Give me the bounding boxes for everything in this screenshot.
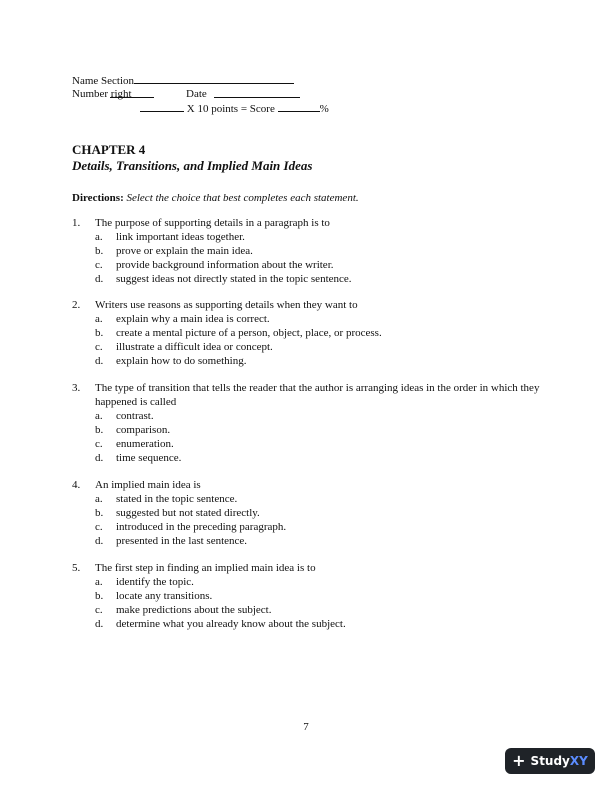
question-number: 4. xyxy=(72,479,81,491)
option-text: provide background information about the writer. xyxy=(116,259,334,271)
option-c[interactable] xyxy=(72,258,542,272)
question-stem-row xyxy=(72,381,542,409)
option-text: explain why a main idea is correct. xyxy=(116,313,270,325)
option-d[interactable] xyxy=(72,272,542,286)
option-letter: a. xyxy=(95,576,103,588)
option-text: suggest ideas not directly stated in the topic sentence. xyxy=(116,273,352,285)
score-line xyxy=(72,101,329,115)
points-blank[interactable] xyxy=(140,101,184,112)
option-letter: a. xyxy=(95,493,103,505)
question-1 xyxy=(72,216,542,286)
plus-icon: + xyxy=(512,751,526,770)
brand-xy: XY xyxy=(569,754,588,768)
chapter-title: Details, Transitions, and Implied Main Ideas xyxy=(72,158,313,173)
option-d[interactable] xyxy=(72,354,542,368)
points-label: X 10 points = Score xyxy=(186,103,275,115)
option-text: prove or explain the main idea. xyxy=(116,245,253,257)
option-b[interactable] xyxy=(72,423,542,437)
question-2 xyxy=(72,298,542,368)
date-blank[interactable] xyxy=(214,87,300,98)
brand-name xyxy=(531,754,588,768)
question-4 xyxy=(72,478,542,548)
date-label: Date xyxy=(186,88,207,100)
question-number: 2. xyxy=(72,299,81,311)
option-letter: b. xyxy=(95,327,104,339)
name-section-blank[interactable] xyxy=(134,73,294,84)
option-text: presented in the last sentence. xyxy=(116,535,248,547)
option-letter: b. xyxy=(95,424,104,436)
option-letter: d. xyxy=(95,618,104,630)
number-right-label: Number right xyxy=(72,88,132,100)
option-letter: c. xyxy=(95,604,103,616)
option-b[interactable] xyxy=(72,244,542,258)
name-section-label: Name Section xyxy=(72,75,135,87)
option-a[interactable] xyxy=(72,312,542,326)
question-number: 3. xyxy=(72,382,81,394)
directions-label: Directions: xyxy=(72,192,124,204)
option-c[interactable] xyxy=(72,340,542,354)
option-letter: c. xyxy=(95,341,103,353)
number-right-line xyxy=(72,87,329,101)
option-b[interactable] xyxy=(72,326,542,340)
directions-text: Select the choice that best completes each statement. xyxy=(126,192,359,204)
brand-study: Study xyxy=(530,754,570,768)
option-text: locate any transitions. xyxy=(116,590,213,602)
option-letter: a. xyxy=(95,231,103,243)
option-c[interactable] xyxy=(72,520,542,534)
option-b[interactable] xyxy=(72,589,542,603)
option-d[interactable] xyxy=(72,451,542,465)
number-right-blank[interactable] xyxy=(110,87,154,98)
question-stem: The type of transition that tells the reader that the author is arranging ideas in the order in which they happened is called xyxy=(95,382,540,408)
chapter-number: CHAPTER 4 xyxy=(72,142,146,157)
option-c[interactable] xyxy=(72,437,542,451)
option-letter: d. xyxy=(95,273,104,285)
option-text: link important ideas together. xyxy=(116,231,245,243)
option-text: explain how to do something. xyxy=(116,355,247,367)
option-text: enumeration. xyxy=(116,438,174,450)
option-text: suggested but not stated directly. xyxy=(116,507,260,519)
option-b[interactable] xyxy=(72,506,542,520)
question-5 xyxy=(72,561,542,631)
option-letter: b. xyxy=(95,507,104,519)
studyxy-badge[interactable] xyxy=(505,748,595,774)
score-blank[interactable] xyxy=(278,101,320,112)
option-text: introduced in the preceding paragraph. xyxy=(116,521,287,533)
question-stem: An implied main idea is xyxy=(95,479,201,491)
option-text: determine what you already know about the subject. xyxy=(116,618,346,630)
percent-sign: % xyxy=(319,103,329,115)
question-stem-row xyxy=(72,298,542,312)
name-section-line xyxy=(72,73,329,87)
directions xyxy=(72,191,359,205)
option-letter: b. xyxy=(95,590,104,602)
option-text: identify the topic. xyxy=(116,576,194,588)
option-a[interactable] xyxy=(72,575,542,589)
option-text: comparison. xyxy=(116,424,171,436)
question-number: 5. xyxy=(72,562,81,574)
question-stem-row xyxy=(72,561,542,575)
question-stem-row xyxy=(72,478,542,492)
option-letter: a. xyxy=(95,410,103,422)
question-stem: The purpose of supporting details in a paragraph is to xyxy=(95,217,330,229)
option-letter: b. xyxy=(95,245,104,257)
option-c[interactable] xyxy=(72,603,542,617)
option-a[interactable] xyxy=(72,230,542,244)
option-text: make predictions about the subject. xyxy=(116,604,272,616)
question-3 xyxy=(72,381,542,465)
question-stem-row xyxy=(72,216,542,230)
option-letter: d. xyxy=(95,355,104,367)
option-d[interactable] xyxy=(72,534,542,548)
option-text: time sequence. xyxy=(116,452,182,464)
option-text: illustrate a difficult idea or concept. xyxy=(116,341,273,353)
option-text: create a mental picture of a person, object, place, or process. xyxy=(116,327,382,339)
option-letter: c. xyxy=(95,521,103,533)
question-stem: Writers use reasons as supporting details when they want to xyxy=(95,299,358,311)
option-d[interactable] xyxy=(72,617,542,631)
option-letter: a. xyxy=(95,313,103,325)
page-number: 7 xyxy=(303,721,309,733)
question-stem: The first step in finding an implied main idea is to xyxy=(95,562,316,574)
option-letter: c. xyxy=(95,259,103,271)
option-text: contrast. xyxy=(116,410,154,422)
option-letter: d. xyxy=(95,535,104,547)
option-text: stated in the topic sentence. xyxy=(116,493,238,505)
option-a[interactable] xyxy=(72,492,542,506)
question-number: 1. xyxy=(72,217,81,229)
score-header xyxy=(72,73,329,115)
option-letter: d. xyxy=(95,452,104,464)
option-letter: c. xyxy=(95,438,103,450)
chapter-heading xyxy=(72,142,312,174)
option-a[interactable] xyxy=(72,409,542,423)
